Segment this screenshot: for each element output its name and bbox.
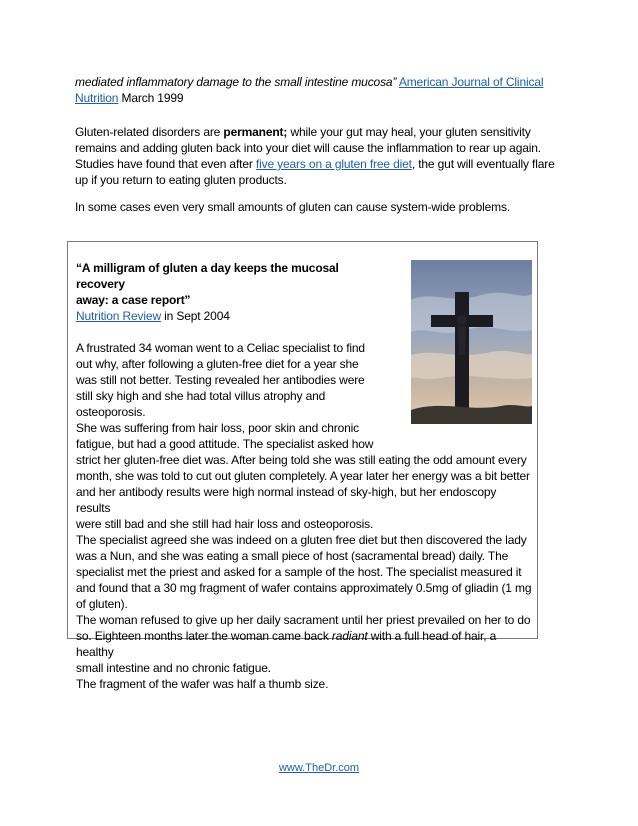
narrow-line: She was suffering from hair loss, poor skin and chronic: [76, 421, 360, 435]
end-line: small intestine and no chronic fatigue.: [76, 661, 271, 675]
radiant-before: so. Eighteen months later the woman came back: [76, 629, 332, 643]
case-title-line2: away: a case report”: [76, 293, 191, 307]
wide-line: and her antibody results were high normal instead of sky-high, but her endoscopy results: [76, 485, 497, 515]
narrow-line: A frustrated 34 woman went to a Celiac specialist to find: [76, 341, 365, 355]
wide-line: The specialist agreed she was indeed on a gluten free diet but then discovered the lady: [76, 533, 527, 547]
para2-tail: , the gut will eventually flare up if you return to eating gluten products.: [75, 157, 555, 187]
narrow-line: was still not better. Testing revealed her antibodies were: [76, 373, 365, 387]
para2-bold: permanent;: [223, 125, 288, 139]
small-amounts-paragraph: In some cases even very small amounts of gluten can cause system-wide problems.: [75, 200, 511, 214]
wide-line: of gluten).: [76, 597, 128, 611]
case-report-box: [67, 241, 538, 691]
radiant-word: radiant: [331, 629, 368, 643]
narrow-line: osteoporosis.: [76, 405, 146, 419]
case-title-line1: “A milligram of gluten a day keeps the mucosal recovery: [76, 261, 339, 291]
five-years-link[interactable]: five years on a gluten free diet: [255, 157, 412, 171]
nutrition-review-link[interactable]: Nutrition Review: [76, 309, 161, 323]
wide-line: was a Nun, and she was eating a small piece of host (sacramental bread) daily. The: [76, 549, 509, 563]
footer: [0, 762, 638, 774]
ajcn-link[interactable]: American Journal of Clinical Nutrition: [75, 75, 544, 105]
wide-line: were still bad and she still had hair loss and osteoporosis.: [76, 517, 374, 531]
radiant-after: with a full head of hair, a healthy: [76, 629, 497, 659]
wide-line: strict her gluten-free diet was. After being told she was still eating the odd amount every: [76, 453, 527, 467]
quote-tail: mediated inflammatory damage to the small intestine mucosa”: [75, 75, 397, 89]
case-source-date: in Sept 2004: [160, 309, 230, 323]
radiant-line: [76, 628, 532, 660]
narrow-line: out why, after following a gluten-free diet for a year she: [76, 357, 359, 371]
para2-middle: while your gut may heal, your gluten sensitivity remains and adding gluten back into your diet will cause the inflammation to rear up again. Studies have found that even after: [75, 125, 541, 171]
permanence-paragraph: [75, 124, 555, 188]
title-block: [76, 260, 376, 452]
wide-line: specialist met the priest and asked for a sample of the host. The specialist measured it: [76, 565, 522, 579]
footer-website-link[interactable]: www.TheDr.com: [278, 762, 360, 774]
case-source: [76, 308, 376, 324]
case-report-body: [76, 260, 532, 692]
intro-paragraph: [75, 74, 555, 106]
wide-line: The woman refused to give up her daily sacrament until her priest prevailed on her to do: [76, 613, 531, 627]
para2-lead: Gluten-related disorders are: [75, 125, 224, 139]
wide-line: month, she was told to cut out gluten completely. A year later her energy was a bit better: [76, 469, 530, 483]
source-date: March 1999: [118, 91, 184, 105]
narrow-line: fatigue, but had a good attitude. The specialist asked how: [76, 437, 374, 451]
wide-line: and found that a 30 mg fragment of wafer contains approximately 0.5mg of gliadin (1 mg: [76, 581, 532, 595]
end-line: The fragment of the wafer was half a thumb size.: [76, 677, 329, 691]
narrow-line: still sky high and she had total villus atrophy and: [76, 389, 326, 403]
